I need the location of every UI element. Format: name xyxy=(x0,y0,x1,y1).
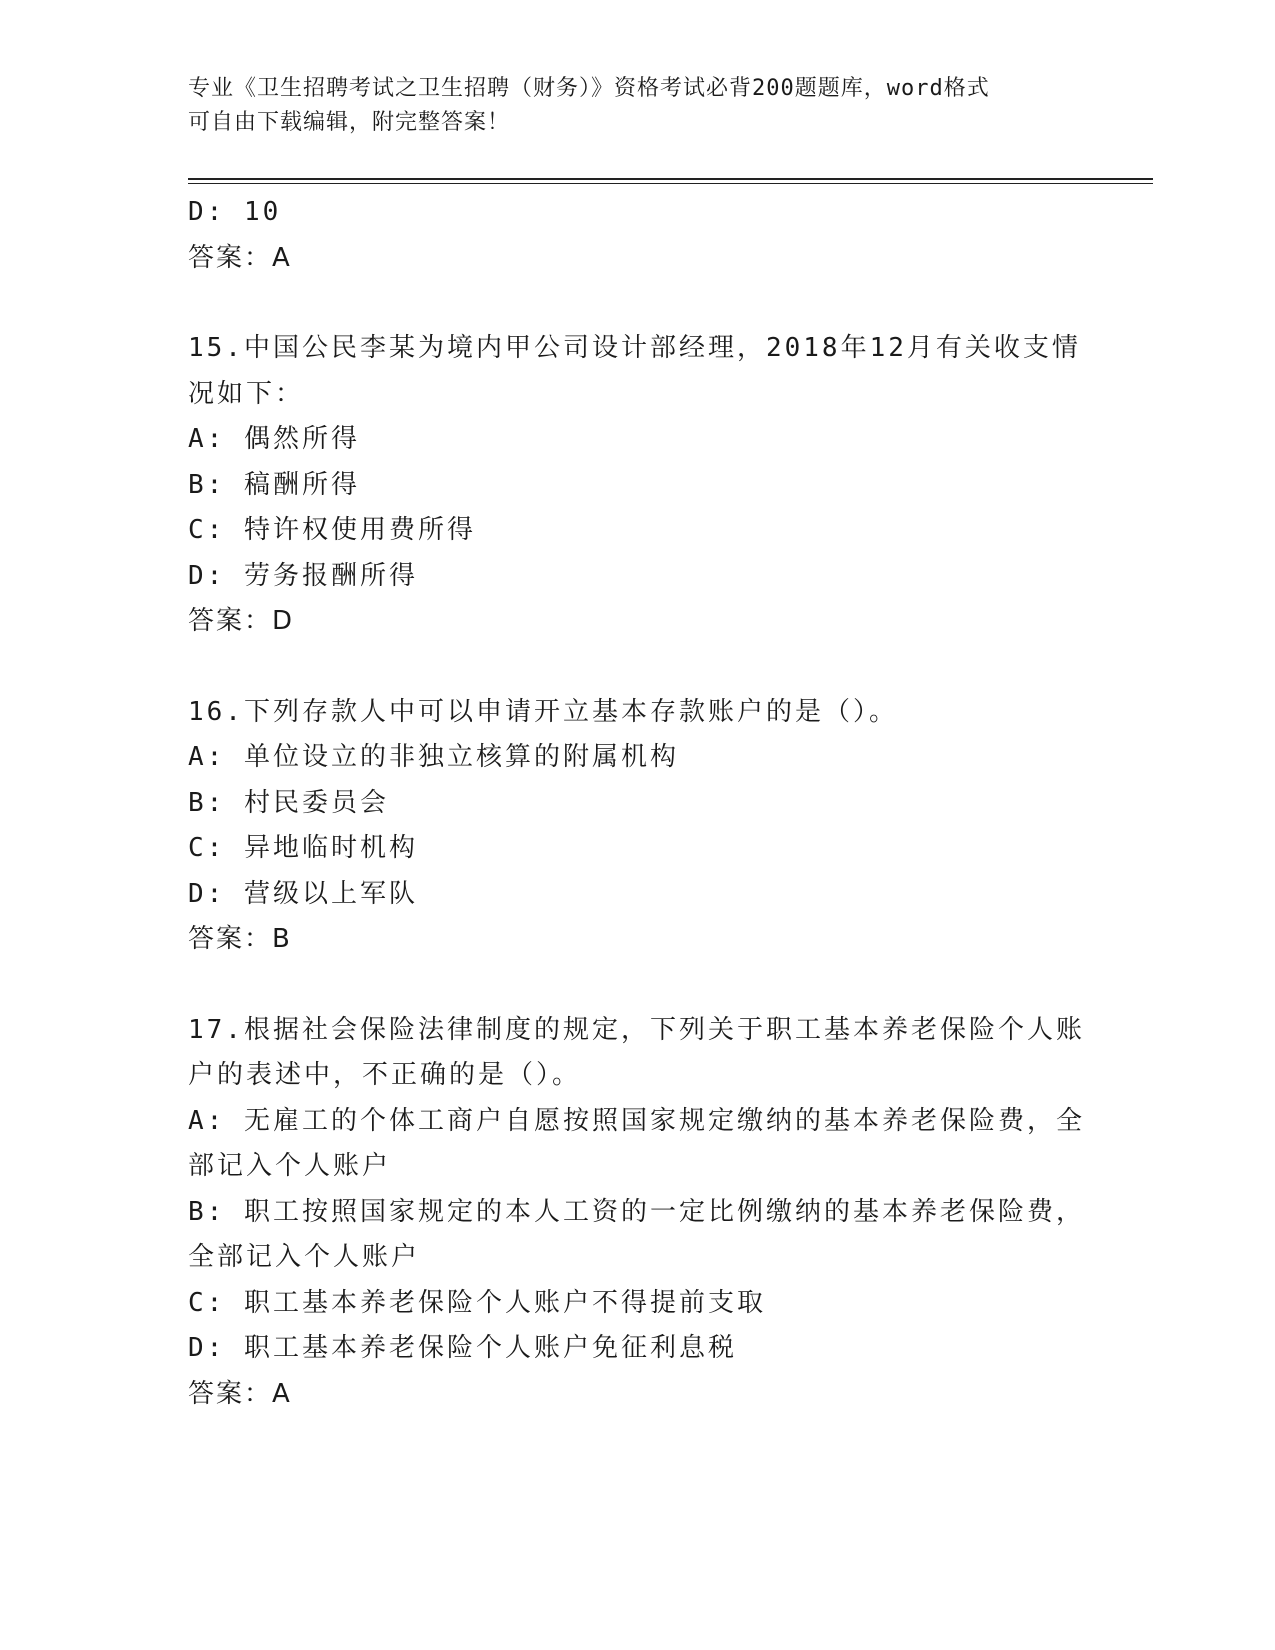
question-15-option-b: B: 稿酬所得 xyxy=(188,469,360,500)
page-header xyxy=(188,72,1078,140)
question-17-option-a-line-2: 部记入个人账户 xyxy=(188,1151,392,1181)
spacer xyxy=(188,645,1088,690)
prev-question-answer: 答案：A xyxy=(188,242,292,273)
question-17-option-b-line-2: 全部记入个人账户 xyxy=(188,1242,421,1272)
spacer xyxy=(188,281,1088,326)
question-16-stem: 16.下列存款人中可以申请开立基本存款账户的是（）。 xyxy=(188,696,898,727)
question-15-option-c: C: 特许权使用费所得 xyxy=(188,515,476,545)
question-16-option-c: C: 异地临时机构 xyxy=(188,833,418,863)
question-15-option-a: A: 偶然所得 xyxy=(188,424,360,454)
question-17-answer: 答案：A xyxy=(188,1378,292,1409)
question-16-option-d: D: 营级以上军队 xyxy=(188,878,418,909)
prev-question-option-d: D: 10 xyxy=(188,197,282,227)
question-16-option-a: A: 单位设立的非独立核算的附属机构 xyxy=(188,742,679,772)
question-17-option-a-line-1: A: 无雇工的个体工商户自愿按照国家规定缴纳的基本养老保险费，全 xyxy=(188,1105,1085,1136)
question-17-option-b-line-1: B: 职工按照国家规定的本人工资的一定比例缴纳的基本养老保险费， xyxy=(188,1196,1085,1227)
question-16-answer: 答案：B xyxy=(188,924,292,954)
question-15-stem-line-2: 况如下： xyxy=(188,378,305,409)
spacer xyxy=(188,963,1088,1008)
header-divider-thin xyxy=(188,183,1153,184)
question-17 xyxy=(188,1008,1088,1418)
question-15-option-d: D: 劳务报酬所得 xyxy=(188,560,418,591)
question-15-stem-line-1: 15.中国公民李某为境内甲公司设计部经理，2018年12月有关收支情 xyxy=(188,333,1081,363)
question-15 xyxy=(188,326,1088,645)
header-divider-thick xyxy=(188,178,1153,180)
header-title-line-2: 可自由下载编辑，附完整答案！ xyxy=(188,110,511,135)
question-17-stem-line-1: 17.根据社会保险法律制度的规定，下列关于职工基本养老保险个人账 xyxy=(188,1014,1085,1045)
question-17-stem-line-2: 户的表述中，不正确的是（）。 xyxy=(188,1060,582,1090)
question-17-option-d: D: 职工基本养老保险个人账户免征利息税 xyxy=(188,1333,737,1363)
question-list xyxy=(188,190,1088,1417)
question-17-option-c: C: 职工基本养老保险个人账户不得提前支取 xyxy=(188,1287,766,1318)
question-15-answer: 答案：D xyxy=(188,606,295,636)
header-title-line-1: 专业《卫生招聘考试之卫生招聘（财务）》资格考试必背200题题库，word格式 xyxy=(188,76,990,101)
question-16-option-b: B: 村民委员会 xyxy=(188,787,389,818)
question-16 xyxy=(188,690,1088,963)
